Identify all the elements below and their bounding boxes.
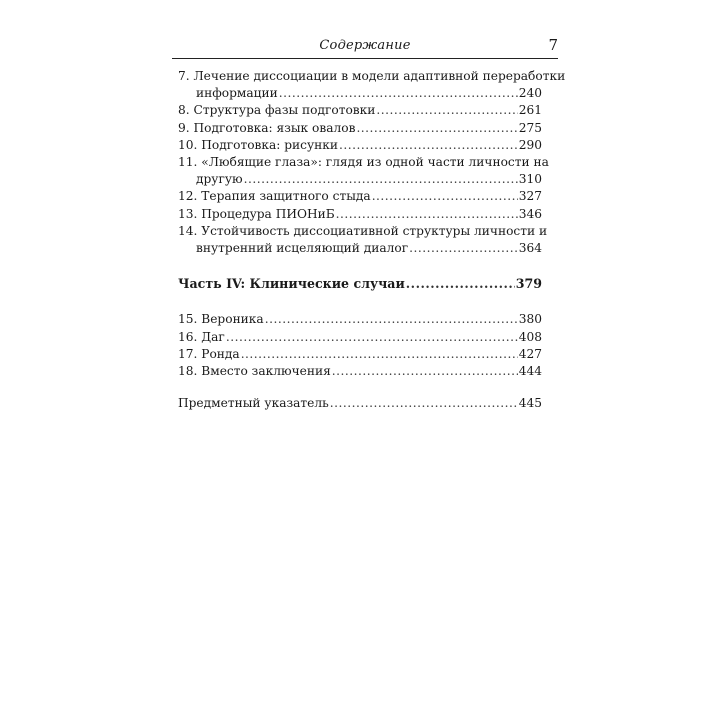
- toc-entry-7[interactable]: [178, 68, 566, 102]
- dot-leader: [409, 240, 518, 257]
- toc-entry-9[interactable]: [178, 120, 542, 137]
- toc-entry-title: 11. «Любящие глаза»: глядя из одной части личности на: [178, 155, 549, 170]
- table-of-contents: [178, 68, 566, 412]
- toc-page-number: 261: [518, 103, 542, 118]
- dot-leader: [376, 102, 517, 119]
- running-header-title: Содержание: [319, 38, 411, 53]
- dot-leader: [372, 188, 518, 205]
- toc-entry-title: 14. Устойчивость диссоциативной структуры личности и: [178, 223, 548, 238]
- toc-entry-8[interactable]: [178, 102, 542, 119]
- toc-part-title: Часть IV: Клинические случаи: [178, 276, 405, 292]
- dot-leader: [339, 137, 518, 154]
- toc-entry-title: 10. Подготовка: рисунки: [178, 137, 339, 152]
- page-number: 7: [548, 36, 558, 54]
- toc-entry-title: 15. Вероника: [178, 312, 264, 327]
- dot-leader: [265, 311, 518, 328]
- toc-page-number: 445: [518, 396, 542, 411]
- toc-entry-10[interactable]: [178, 137, 542, 154]
- toc-page-number: 408: [518, 329, 542, 344]
- dot-leader: [356, 120, 517, 137]
- toc-page-number: 310: [518, 172, 542, 187]
- toc-page-number: 290: [518, 137, 542, 152]
- toc-entry-11[interactable]: [178, 154, 549, 188]
- toc-page-number: 346: [518, 206, 542, 221]
- toc-entry-title: 12. Терапия защитного стыда: [178, 189, 371, 204]
- toc-entry-index[interactable]: [178, 395, 542, 412]
- toc-entry-18[interactable]: [178, 363, 542, 380]
- dot-leader: [336, 206, 518, 223]
- spacer: [178, 257, 542, 275]
- toc-entry-14[interactable]: [178, 223, 548, 257]
- toc-entry-title: 7. Лечение диссоциации в модели адаптивной переработки: [178, 69, 566, 83]
- toc-page-number: 380: [518, 312, 542, 327]
- toc-entry-title-cont: внутренний исцеляющий диалог: [196, 241, 409, 256]
- dot-leader: [226, 329, 518, 346]
- toc-page-number: 364: [518, 241, 542, 256]
- toc-page-number: 427: [518, 346, 542, 361]
- toc-entry-title: 13. Процедура ПИОНиБ: [178, 206, 335, 221]
- dot-leader: [332, 363, 518, 380]
- toc-entry-title-cont: информации: [196, 86, 278, 101]
- toc-entry-13[interactable]: [178, 206, 542, 223]
- toc-page-number: 444: [518, 364, 542, 379]
- spacer: [178, 292, 542, 311]
- toc-entry-15[interactable]: [178, 311, 542, 328]
- dot-leader: [330, 395, 518, 412]
- toc-page-number: 240: [518, 86, 542, 101]
- toc-entry-title: Предметный указатель: [178, 396, 329, 411]
- toc-entry-title: 16. Даг: [178, 329, 225, 344]
- toc-entry-title: 18. Вместо заключения: [178, 364, 331, 379]
- toc-entry-17[interactable]: [178, 346, 542, 363]
- toc-page-number: 327: [518, 189, 542, 204]
- toc-entry-16[interactable]: [178, 329, 542, 346]
- toc-part-4[interactable]: [178, 275, 542, 292]
- dot-leader: [241, 346, 518, 363]
- toc-entry-title-cont: другую: [196, 172, 243, 187]
- dot-leader: [406, 275, 515, 292]
- toc-entry-title: 9. Подготовка: язык овалов: [178, 120, 356, 135]
- toc-page-number: 275: [518, 120, 542, 135]
- toc-entry-title: 17. Ронда: [178, 346, 240, 361]
- dot-leader: [279, 85, 518, 102]
- toc-entry-12[interactable]: [178, 188, 542, 205]
- toc-page-number: 379: [515, 276, 542, 292]
- dot-leader: [244, 171, 518, 188]
- running-header: [172, 38, 558, 59]
- toc-entry-title: 8. Структура фазы подготовки: [178, 103, 376, 118]
- spacer: [178, 380, 542, 395]
